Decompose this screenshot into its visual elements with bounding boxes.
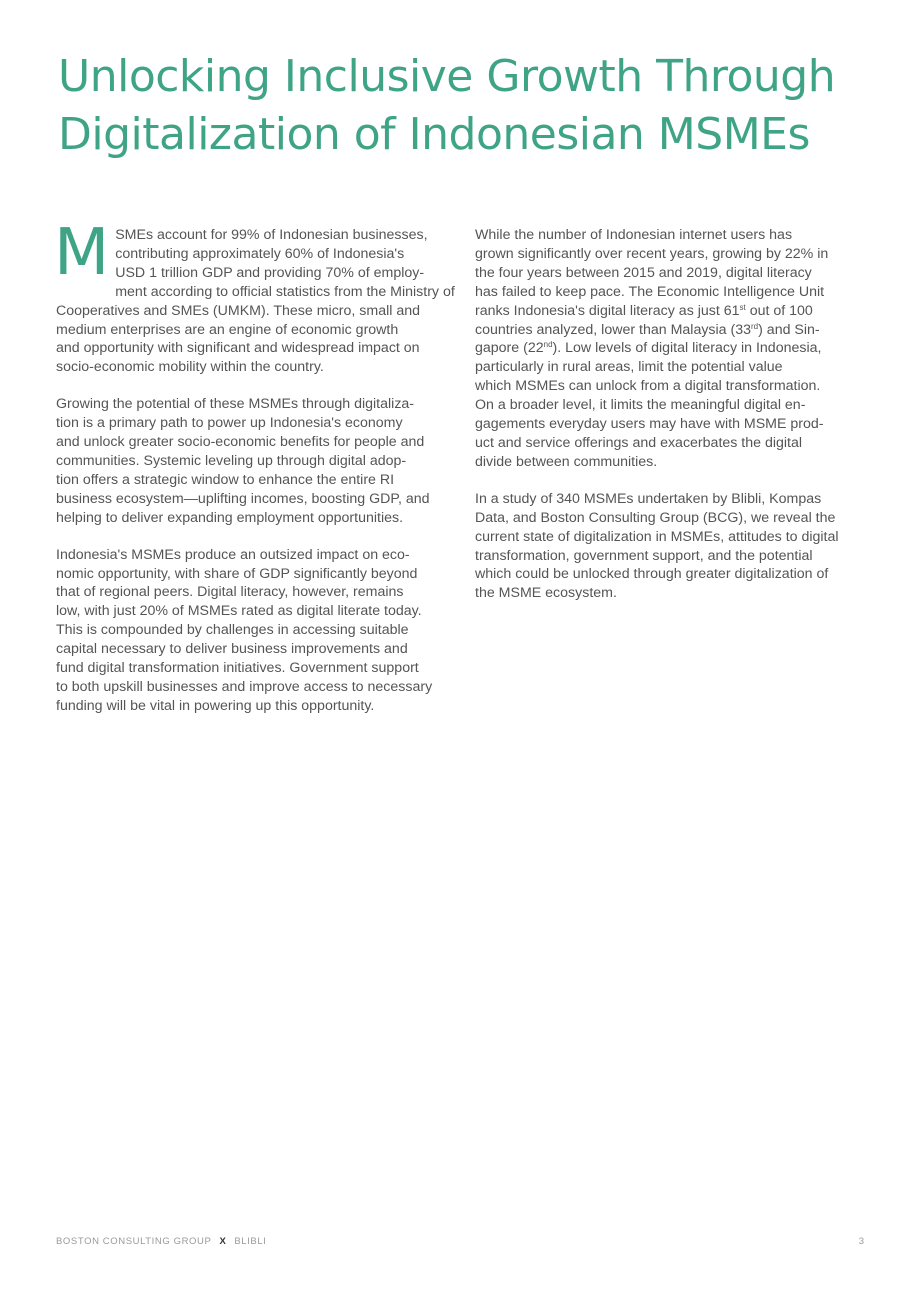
left-column (54, 216, 455, 734)
text-line: transformation, government support, and the potential (475, 547, 813, 564)
text-line: grown significantly over recent years, growing by 22% in (475, 245, 829, 262)
text-line: funding will be vital in powering up this opportunity. (56, 697, 375, 714)
footer-right-label: BLIBLI (234, 1236, 267, 1247)
text-line: and opportunity with significant and widespread impact on (56, 340, 420, 357)
text-line: particularly in rural areas, limit the potential value (475, 359, 783, 376)
text-line: On a broader level, it limits the meaningful digital en- (475, 397, 806, 414)
footer-left-label: BOSTON CONSULTING GROUP (56, 1236, 212, 1247)
text-line: current state of digitalization in MSMEs, attitudes to digital (475, 528, 839, 545)
text-line: Data, and Boston Consulting Group (BCG), we reveal the (475, 509, 836, 526)
text-line: nomic opportunity, with share of GDP significantly beyond (56, 565, 418, 582)
text-line: divide between communities. (475, 453, 658, 470)
text-line: In a study of 340 MSMEs undertaken by Blibli, Kompas (475, 490, 822, 507)
ordinal-suffix: rd (751, 321, 759, 331)
text-line: which MSMEs can unlock from a digital transformation. (475, 378, 821, 395)
text-line: Cooperatives and SMEs (UMKM). These micro, small and (56, 302, 421, 319)
text-line: to both upskill businesses and improve access to necessary (56, 678, 433, 695)
text-segment: countries analyzed, lower than Malaysia (33 (475, 321, 752, 338)
text-line (475, 321, 867, 340)
body-paragraph (56, 395, 448, 527)
text-line: the MSME ecosystem. (475, 585, 617, 602)
body-paragraph (56, 546, 448, 716)
title-line: Digitalization of Indonesian MSMEs (58, 109, 810, 160)
text-line: has failed to keep pace. The Economic Intelligence Unit (475, 283, 825, 300)
text-line: tion offers a strategic window to enhance the entire RI (56, 471, 395, 488)
text-line: business ecosystem—uplifting incomes, boosting GDP, and (56, 490, 430, 507)
text-segment: ). Low levels of digital literacy in Indonesia, (552, 340, 822, 357)
intro-paragraph (54, 216, 455, 377)
text-line: and unlock greater socio-economic benefits for people and (56, 434, 425, 451)
body-paragraph (475, 490, 867, 603)
text-line: fund digital transformation initiatives. Government support (56, 660, 419, 677)
text-line: contributing approximately 60% of Indonesia's (115, 245, 405, 262)
page-title (58, 48, 878, 164)
ordinal-suffix: st (739, 302, 746, 312)
footer-credit (56, 1236, 267, 1247)
text-segment: ) and Sin- (758, 321, 820, 338)
page-number: 3 (858, 1236, 864, 1247)
text-segment: ranks Indonesia's digital literacy as just 61 (475, 302, 740, 319)
text-line: gagements everyday users may have with MSME prod- (475, 416, 824, 433)
body-paragraph (475, 226, 867, 472)
text-segment: out of 100 (745, 302, 813, 319)
footer-separator: X (219, 1236, 227, 1247)
text-line: This is compounded by challenges in accessing suitable (56, 622, 409, 639)
ordinal-suffix: nd (543, 340, 553, 350)
text-segment: gapore (22 (475, 340, 544, 357)
text-line: capital necessary to deliver business improvements and (56, 641, 408, 658)
text-line (475, 302, 867, 321)
text-line: uct and service offerings and exacerbates the digital (475, 434, 803, 451)
title-line: Unlocking Inclusive Growth Through (58, 51, 836, 102)
text-line: Growing the potential of these MSMEs through digitaliza- (56, 396, 415, 413)
text-line: that of regional peers. Digital literacy, however, remains (56, 584, 404, 601)
text-line: While the number of Indonesian internet users has (475, 227, 793, 243)
text-line: which could be unlocked through greater digitalization of (475, 566, 829, 583)
text-line: Indonesia's MSMEs produce an outsized impact on eco- (56, 546, 410, 563)
text-line: tion is a primary path to power up Indonesia's economy (56, 415, 403, 432)
text-line: ment according to official statistics from the Ministry of (115, 283, 455, 300)
text-line: medium enterprises are an engine of economic growth (56, 321, 399, 338)
text-line: socio-economic mobility within the country. (56, 359, 324, 376)
right-column (475, 226, 867, 621)
text-line: helping to deliver expanding employment opportunities. (56, 509, 404, 526)
text-line (475, 339, 867, 358)
text-line: USD 1 trillion GDP and providing 70% of employ- (115, 264, 425, 281)
text-line: the four years between 2015 and 2019, digital literacy (475, 264, 812, 281)
drop-cap: M (54, 216, 110, 290)
text-line: low, with just 20% of MSMEs rated as digital literate today. (56, 603, 422, 620)
text-line: SMEs account for 99% of Indonesian businesses, (115, 227, 428, 243)
text-line: communities. Systemic leveling up through digital adop- (56, 452, 407, 469)
